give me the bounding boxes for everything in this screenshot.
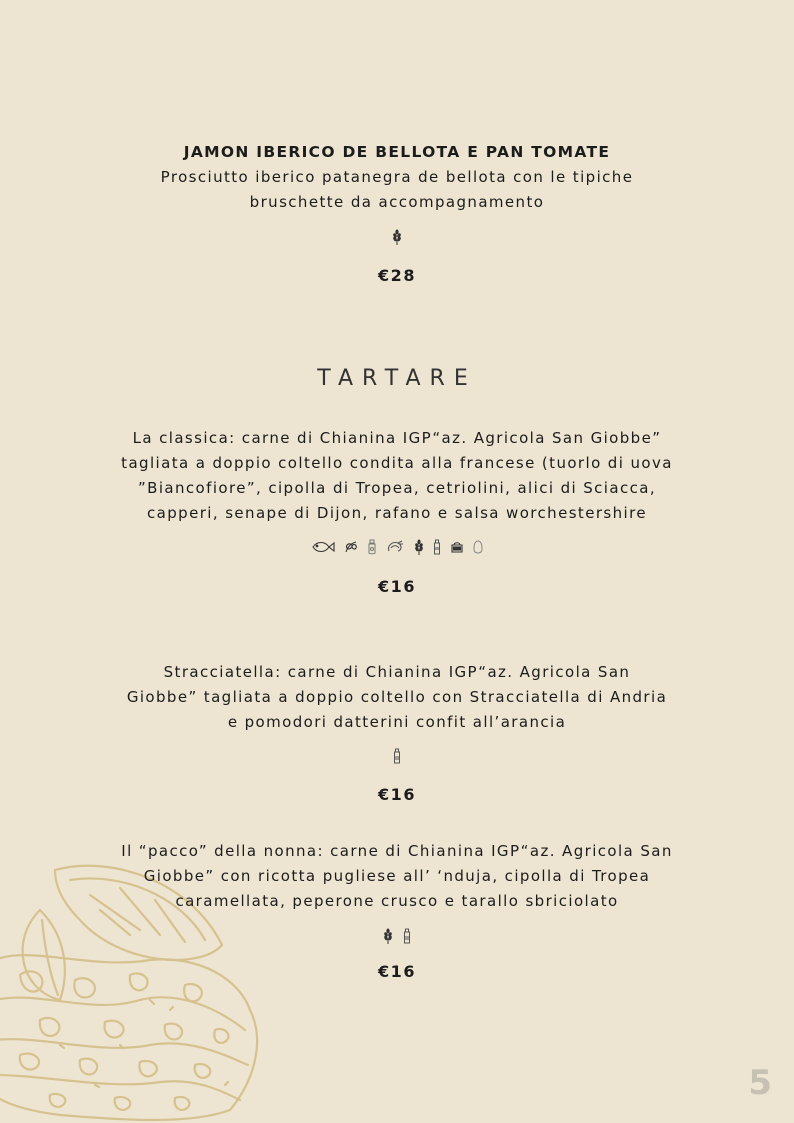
description-line: caramellata, peperone crusco e tarallo sbriciolato <box>175 892 619 910</box>
wheat-icon <box>392 229 402 245</box>
description-line: tagliata a doppio coltello condita alla francese (tuorlo di uova <box>121 454 673 472</box>
mustard-icon <box>367 539 377 555</box>
milk-bottle-icon <box>433 539 441 555</box>
description-line: e pomodori datterini confit all’arancia <box>227 713 567 731</box>
allergen-icons <box>0 748 794 764</box>
dish-price: €16 <box>378 785 416 804</box>
dish-title: JAMON IBERICO DE BELLOTA E PAN TOMATE <box>183 143 611 161</box>
dish-description <box>0 165 794 215</box>
milk-icon <box>393 748 401 764</box>
shellfish-icon <box>386 540 404 554</box>
dish-description <box>0 839 794 914</box>
wheat-icon <box>383 928 393 944</box>
celery-icon <box>344 540 358 554</box>
description-line: La classica: carne di Chianina IGP“az. Agricola San Giobbe” <box>132 429 662 447</box>
description-line: Giobbe” con ricotta pugliese all’ ‘nduja, cipolla di Tropea <box>143 867 651 885</box>
egg-icon <box>473 540 483 554</box>
description-line: Stracciatella: carne di Chianina IGP“az. Agricola San <box>163 663 631 681</box>
dish-price: €16 <box>378 962 416 981</box>
description-line: Prosciutto iberico patanegra de bellota con le tipiche <box>160 168 634 186</box>
page-number: 5 <box>748 1063 772 1103</box>
dish-price: €28 <box>378 266 416 285</box>
description-line: Il “pacco” della nonna: carne di Chianina IGP“az. Agricola San <box>121 842 673 860</box>
description-line: ”Biancofiore”, cipolla di Tropea, cetriolini, alici di Sciacca, <box>137 479 657 497</box>
milk-icon <box>403 928 411 944</box>
fish-icon <box>311 540 335 554</box>
wheat-icon <box>414 539 424 555</box>
dish-description <box>0 426 794 526</box>
allergen-icons <box>0 229 794 245</box>
description-line: bruschette da accompagnamento <box>249 193 545 211</box>
dish-description <box>0 660 794 735</box>
soy-icon <box>450 540 464 554</box>
allergen-icons <box>0 928 794 944</box>
allergen-icons <box>0 539 794 555</box>
description-line: Giobbe” tagliata a doppio coltello con Stracciatella di Andria <box>126 688 668 706</box>
dish-price: €16 <box>378 577 416 596</box>
section-title: TARTARE <box>317 366 477 391</box>
description-line: capperi, senape di Dijon, rafano e salsa worchestershire <box>147 504 647 522</box>
